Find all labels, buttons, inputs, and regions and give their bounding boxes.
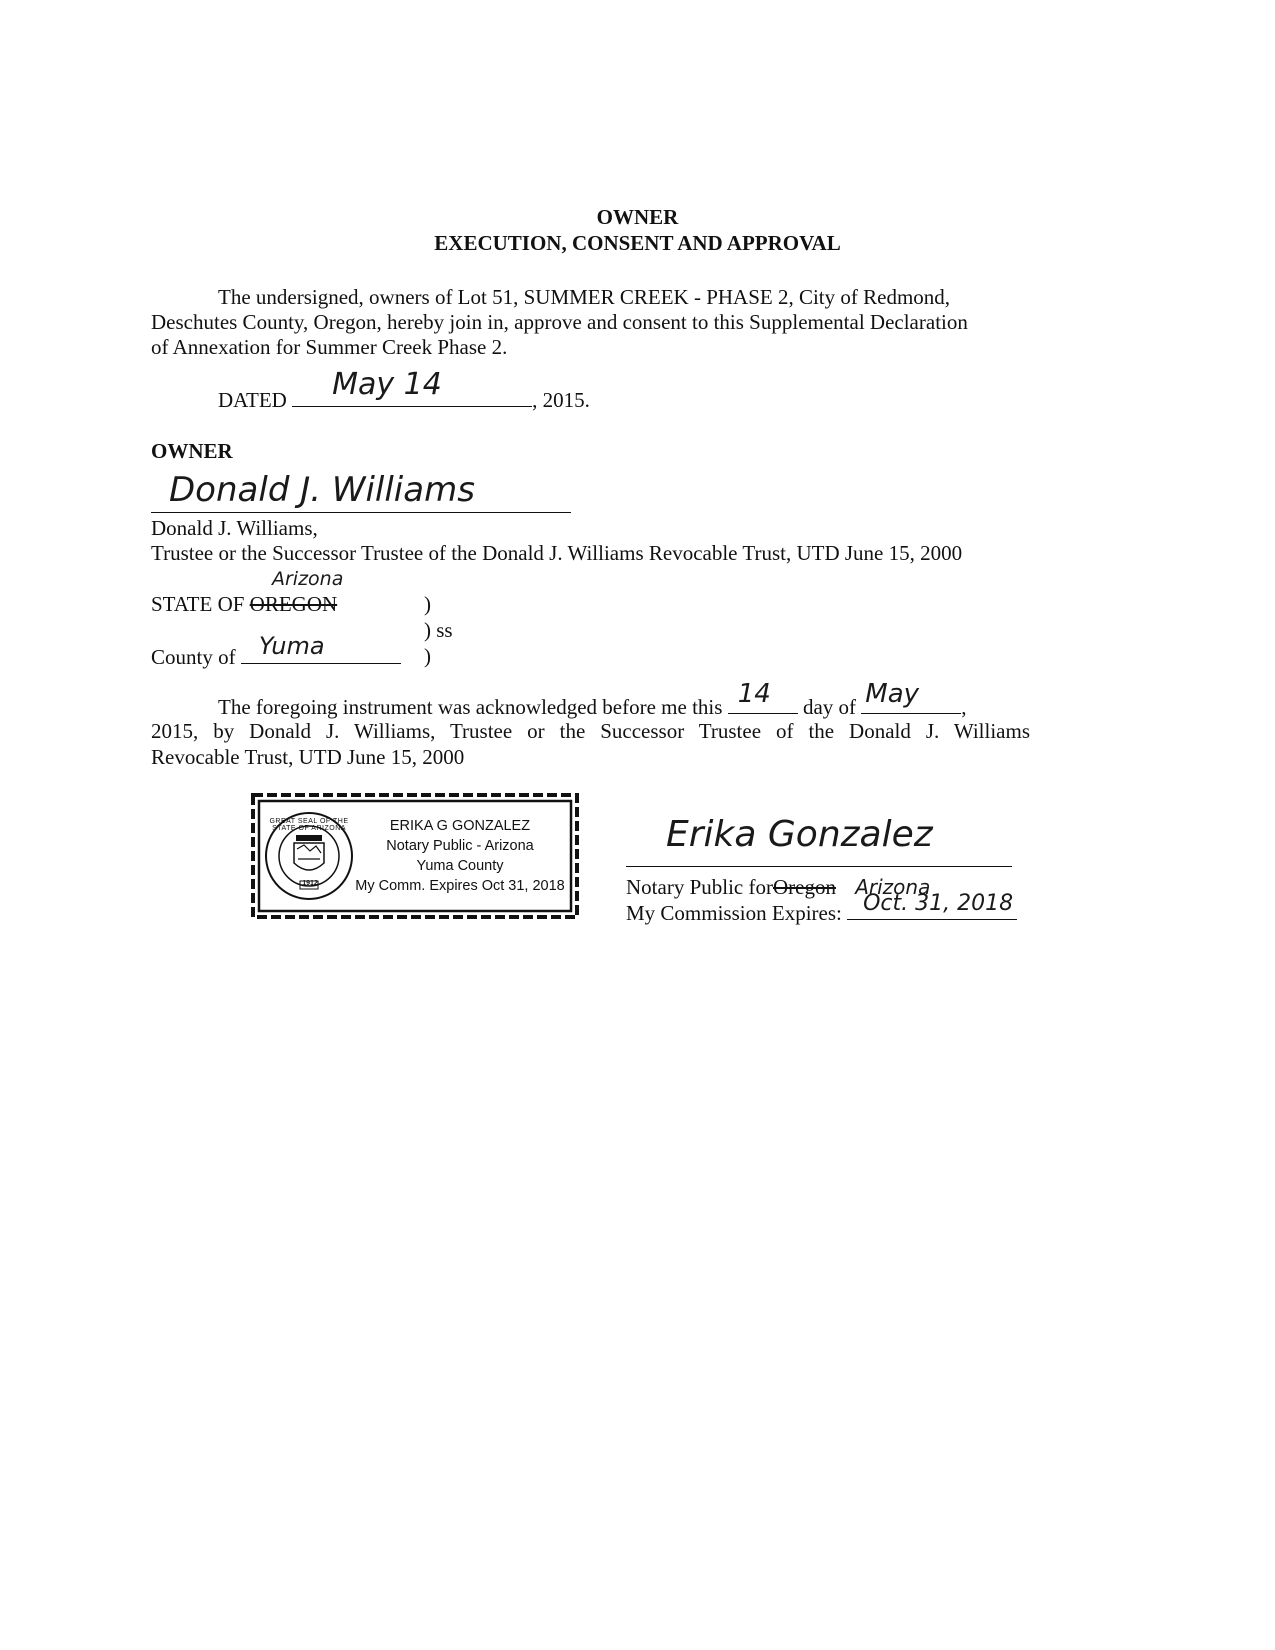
notary-expires-blank (847, 891, 1017, 920)
ack-day-blank (728, 679, 798, 714)
stamp-expires: My Comm. Expires Oct 31, 2018 (355, 878, 565, 894)
ack-month-blank (861, 679, 961, 714)
state-label: STATE OF (151, 592, 245, 616)
owner-signature: Donald J. Williams (169, 470, 475, 510)
notary-public-label: Notary Public for (626, 875, 773, 899)
ack-line-1 (218, 679, 1030, 720)
ack-part-2: day of (802, 695, 857, 719)
intro-line-2: Deschutes County, Oregon, hereby join in, approve and consent to this Supplemental Declaration (151, 310, 968, 334)
venue-ss: ) ss (424, 618, 453, 642)
ack-month-hand: May (865, 679, 920, 709)
notary-stamp (250, 792, 580, 920)
stamp-title: Notary Public - Arizona (386, 838, 534, 854)
dated-blank (292, 367, 532, 407)
stamp-text-block (350, 816, 570, 896)
stamp-county: Yuma County (416, 858, 504, 874)
venue-paren-1: ) (424, 592, 431, 616)
ack-part-1: The foregoing instrument was acknowledged before me this (218, 695, 723, 719)
heading-owner: OWNER (596, 205, 679, 229)
heading-execution: EXECUTION, CONSENT AND APPROVAL (434, 231, 841, 255)
dated-handwritten: May 14 (332, 367, 442, 402)
county-label: County of (151, 645, 236, 669)
seal-year: 1912 (302, 880, 318, 887)
intro-line-3: of Annexation for Summer Creek Phase 2. (151, 335, 508, 359)
notary-public-struck: Oregon (772, 875, 836, 899)
stamp-name: ERIKA G GONZALEZ (389, 818, 531, 834)
dated-label: DATED (218, 388, 287, 412)
dated-line (218, 367, 590, 413)
owner-name: Donald J. Williams, (151, 516, 318, 540)
owner-signature-line (151, 470, 571, 513)
owner-heading: OWNER (151, 439, 233, 463)
notary-signature-line (626, 800, 1012, 867)
dated-year: , 2015. (532, 388, 590, 412)
state-line (151, 591, 337, 617)
notary-expires-hand: Oct. 31, 2018 (863, 891, 1014, 916)
notary-expires-line (626, 891, 1017, 926)
ack-line-2: 2015, by Donald J. Williams, Trustee or the Successor Trustee of the Donald J. Williams (151, 719, 1030, 743)
owner-title: Trustee or the Successor Trustee of the Donald J. Williams Revocable Trust, UTD June 15, 2000 (151, 541, 963, 565)
notary-signature: Erika Gonzalez (666, 814, 933, 855)
intro-line-1: The undersigned, owners of Lot 51, SUMMER CREEK - PHASE 2, City of Redmond, (218, 285, 951, 309)
county-blank (241, 632, 401, 664)
notary-expires-label: My Commission Expires: (626, 901, 842, 925)
state-handwritten: Arizona (272, 568, 344, 590)
county-line (151, 632, 401, 670)
notary-public-hand: Arizona (855, 875, 931, 899)
seal-text: GREAT SEAL OF THE STATE OF ARIZONA (269, 818, 349, 832)
county-handwritten: Yuma (258, 632, 325, 660)
state-struck: OREGON (249, 592, 338, 616)
ack-line-3: Revocable Trust, UTD June 15, 2000 (151, 745, 465, 769)
ack-comma: , (961, 695, 967, 719)
ack-day-hand: 14 (737, 679, 771, 709)
venue-paren-3: ) (424, 644, 431, 668)
